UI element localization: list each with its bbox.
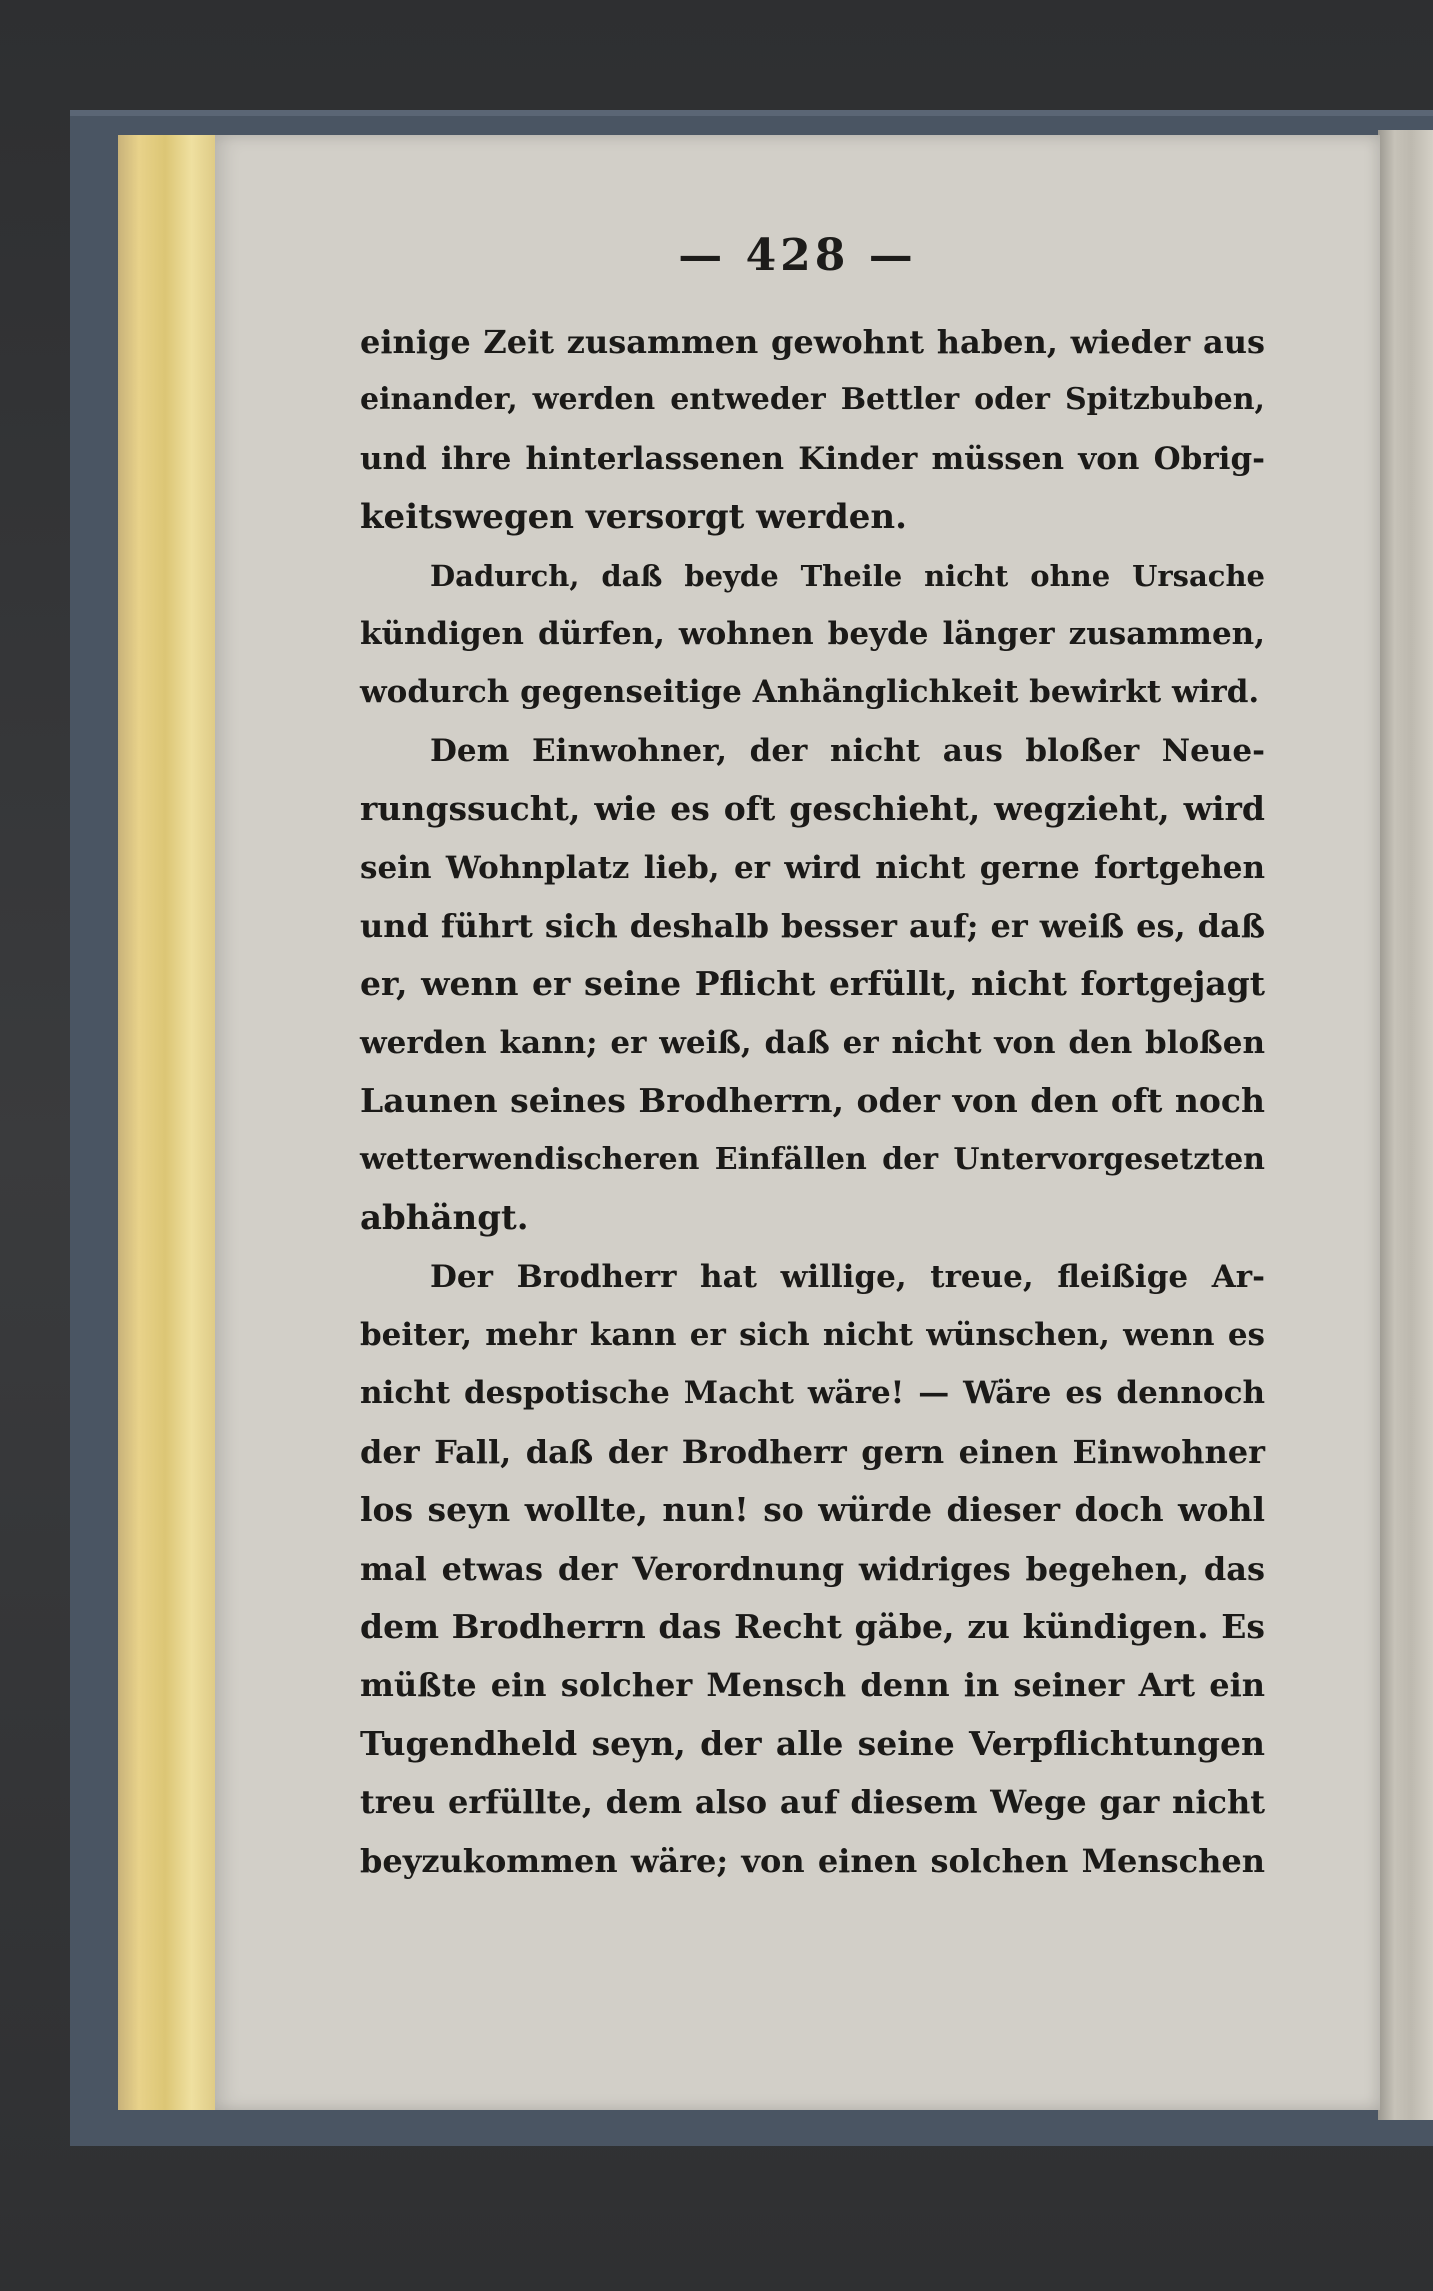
text-line: abhängt. <box>360 1198 529 1239</box>
text-line: beyzukommen wäre; von einen solchen Menschen <box>360 1841 1265 1880</box>
text-line: kündigen dürfen, wohnen beyde länger zusammen, <box>360 616 1265 653</box>
page-edges-left <box>118 135 223 2110</box>
text-line: und führt sich deshalb besser auf; er weiß es, daß <box>360 907 1265 946</box>
text-line: Launen seines Brodherrn, oder von den oft noch <box>360 1081 1265 1121</box>
page-number: — 428 — <box>678 230 917 281</box>
text-line: Dadurch, daß beyde Theile nicht ohne Ursache <box>430 558 1265 593</box>
text-line: nicht despotische Macht wäre! — Wäre es dennoch <box>360 1375 1265 1412</box>
book-page <box>215 135 1380 2110</box>
text-line: treu erfüllte, dem also auf diesem Wege gar nicht <box>360 1783 1265 1822</box>
text-line: der Fall, daß der Brodherr gern einen Einwohner <box>360 1432 1265 1471</box>
text-line: wetterwendischeren Einfällen der Untervorgesetzten <box>360 1141 1265 1177</box>
text-line: Der Brodherr hat willige, treue, fleißige Ar- <box>430 1258 1265 1295</box>
text-line: mal etwas der Verordnung widriges begehen, das <box>360 1549 1265 1588</box>
text-line: Dem Einwohner, der nicht aus bloßer Neue- <box>430 732 1265 769</box>
text-line: einander, werden entweder Bettler oder Spitzbuben, <box>360 382 1265 418</box>
text-line: Tugendheld seyn, der alle seine Verpflichtungen <box>360 1723 1265 1763</box>
text-line: müßte ein solcher Mensch denn in seiner Art ein <box>360 1666 1265 1705</box>
body-text <box>360 313 1265 1890</box>
page-edges-right <box>1378 130 1433 2120</box>
text-line: sein Wohnplatz lieb, er wird nicht gerne fortgehen <box>360 849 1265 886</box>
text-line: dem Brodherrn das Recht gäbe, zu kündigen. Es <box>360 1606 1265 1646</box>
text-line: er, wenn er seine Pflicht erfüllt, nicht fortgejagt <box>360 964 1265 1004</box>
text-line: rungssucht, wie es oft geschieht, wegzieht, wird <box>360 789 1265 829</box>
text-line: los seyn wollte, nun! so würde dieser doch wohl <box>360 1490 1265 1530</box>
text-line: einige Zeit zusammen gewohnt haben, wieder aus <box>360 323 1265 361</box>
text-line: beiter, mehr kann er sich nicht wünschen, wenn es <box>360 1316 1265 1353</box>
text-line: keitswegen versorgt werden. <box>360 497 907 538</box>
text-line: und ihre hinterlassenen Kinder müssen von Obrig- <box>360 440 1265 477</box>
text-line: wodurch gegenseitige Anhänglichkeit bewirkt wird. <box>360 674 1260 711</box>
text-line: werden kann; er weiß, daß er nicht von den bloßen <box>360 1024 1265 1061</box>
